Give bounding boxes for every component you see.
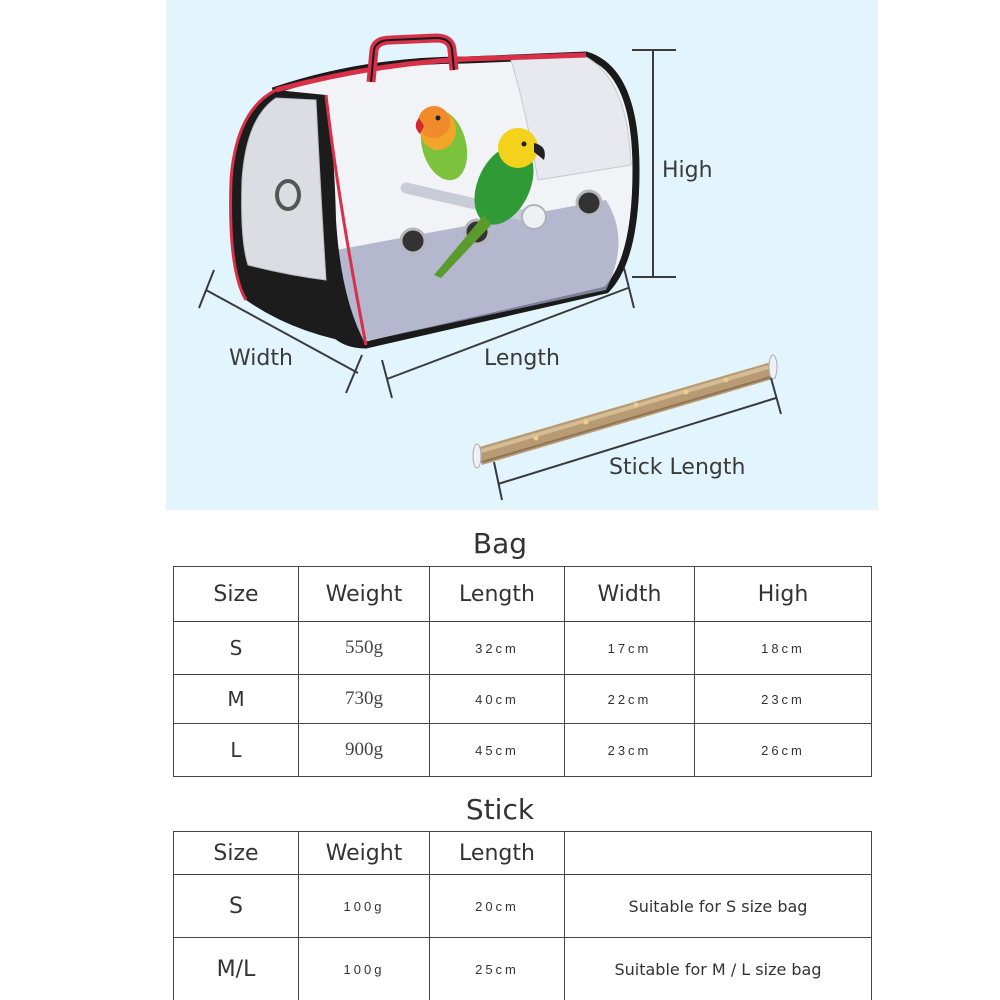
length-cell: 25cm [430, 938, 565, 1000]
length-cell: 45cm [430, 724, 565, 777]
header-size: Size [174, 832, 299, 875]
weight-cell: 900g [299, 724, 430, 777]
table-row [174, 622, 872, 675]
length-cell: 40cm [430, 675, 565, 724]
product-diagram [166, 0, 878, 510]
size-cell: M/L [174, 938, 299, 1000]
stick-size-table [173, 831, 872, 1000]
length-label: Length [484, 346, 560, 371]
header-length: Length [430, 567, 565, 622]
width-label: Width [229, 346, 293, 371]
header-width: Width [565, 567, 695, 622]
weight-cell: 100g [299, 875, 430, 938]
table-header-row [174, 832, 872, 875]
stick-length-label: Stick Length [609, 455, 746, 480]
size-cell: S [174, 622, 299, 675]
width-cell: 22cm [565, 675, 695, 724]
table-row [174, 875, 872, 938]
bag-section-title: Bag [472, 527, 528, 560]
high-cell: 26cm [695, 724, 872, 777]
header-size: Size [174, 567, 299, 622]
width-cell: 23cm [565, 724, 695, 777]
header-weight: Weight [299, 567, 430, 622]
weight-cell: 730g [299, 675, 430, 724]
header-length: Length [430, 832, 565, 875]
size-cell: M [174, 675, 299, 724]
high-label: High [662, 158, 713, 183]
stick-section-title: Stick [465, 793, 535, 826]
weight-cell: 550g [299, 622, 430, 675]
width-cell: 17cm [565, 622, 695, 675]
compatibility-note: Suitable for M / L size bag [565, 938, 872, 1000]
table-row [174, 675, 872, 724]
bag-size-table [173, 566, 872, 777]
table-row [174, 938, 872, 1000]
weight-cell: 100g [299, 938, 430, 1000]
length-cell: 32cm [430, 622, 565, 675]
compatibility-note: Suitable for S size bag [565, 875, 872, 938]
header-high: High [695, 567, 872, 622]
table-row [174, 724, 872, 777]
size-cell: L [174, 724, 299, 777]
length-cell: 20cm [430, 875, 565, 938]
high-cell: 23cm [695, 675, 872, 724]
size-cell: S [174, 875, 299, 938]
table-header-row [174, 567, 872, 622]
header-note [565, 832, 872, 875]
header-weight: Weight [299, 832, 430, 875]
bird-carrier-illustration [166, 0, 878, 510]
high-cell: 18cm [695, 622, 872, 675]
